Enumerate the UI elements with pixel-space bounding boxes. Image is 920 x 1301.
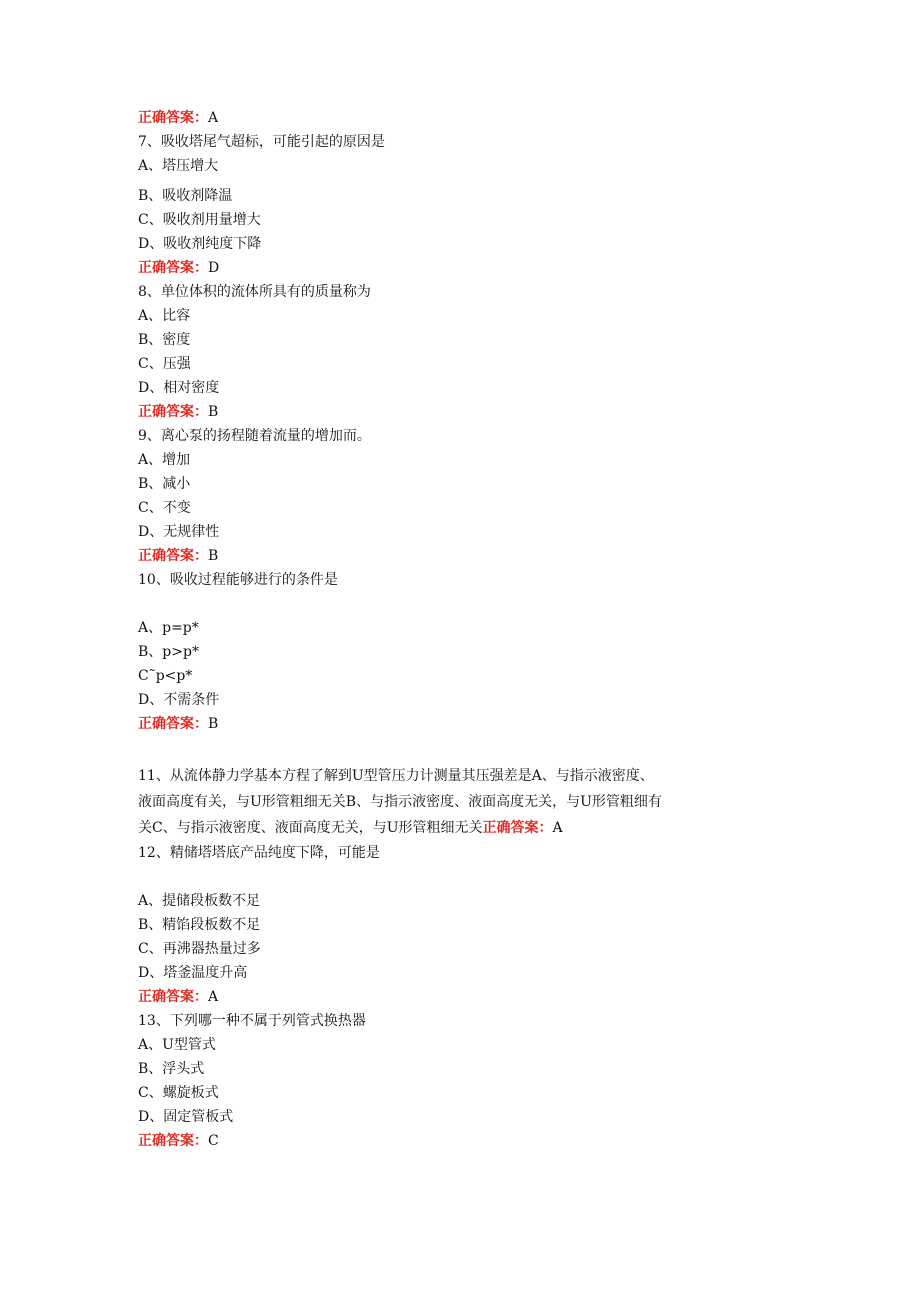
answer-label: 正确答案： (138, 404, 208, 420)
answer-label: 正确答案： (482, 820, 553, 836)
document-page (138, 106, 668, 1153)
option: A、提储段板数不足 (138, 893, 261, 909)
answer-line (138, 106, 668, 130)
answer-line (138, 256, 668, 280)
option: C、吸收剂用量增大 (138, 212, 261, 228)
spacer (138, 592, 668, 616)
answer-line (138, 712, 668, 736)
option: A、塔压增大 (138, 158, 219, 174)
answer-value: D (208, 260, 220, 276)
question-8: 8、单位体积的流体所具有的质量称为 (138, 284, 371, 300)
answer-line (138, 985, 668, 1009)
option: A、增加 (138, 452, 191, 468)
option: A、比容 (138, 308, 191, 324)
option: D、吸收剂纯度下降 (138, 236, 262, 252)
answer-value: A (208, 110, 219, 126)
answer-label: 正确答案： (138, 548, 208, 564)
answer-label: 正确答案： (138, 110, 208, 126)
spacer (138, 865, 668, 889)
question-10: 10、吸收过程能够进行的条件是 (138, 572, 338, 588)
answer-value: A (208, 989, 219, 1005)
option: B、精馅段板数不足 (138, 917, 261, 933)
answer-value: B (208, 404, 219, 420)
answer-line (138, 1129, 668, 1153)
option: C、再沸器热量过多 (138, 941, 261, 957)
answer-label: 正确答案： (138, 716, 208, 732)
answer-value: B (208, 716, 219, 732)
option: B、p>p* (138, 644, 199, 660)
option: D、不需条件 (138, 692, 220, 708)
option: C˜p<p* (138, 668, 193, 684)
option: C、压强 (138, 356, 191, 372)
option: A、U型管式 (138, 1037, 216, 1053)
question-11-text: 11、从流体静力学基本方程了解到U型管压力计测量其压强差是A、与指示液密度、液面高度有关，与U形管粗细无关B、与指示液密度、液面高度无关，与U形管粗细有关C、与指示液密度、液面高度无关，与U形管粗细无关 (138, 768, 662, 836)
answer-line (138, 400, 668, 424)
answer-value: C (208, 1133, 219, 1149)
question-7: 7、吸收塔尾气超标，可能引起的原因是 (138, 134, 385, 150)
answer-label: 正确答案： (138, 1133, 208, 1149)
option: B、浮头式 (138, 1061, 205, 1077)
option: B、吸收剂降温 (138, 188, 233, 204)
option: B、密度 (138, 332, 191, 348)
option: B、减小 (138, 476, 191, 492)
question-11 (138, 763, 663, 841)
option: D、固定管板式 (138, 1109, 234, 1125)
answer-value: B (208, 548, 219, 564)
question-9: 9、离心泵的扬程随着流量的增加而。 (138, 428, 371, 444)
question-13: 13、下列哪一种不属于列管式换热器 (138, 1013, 366, 1029)
answer-value: A (552, 820, 563, 836)
answer-label: 正确答案： (138, 989, 208, 1005)
option: A、p=p* (138, 620, 199, 636)
option: C、螺旋板式 (138, 1085, 219, 1101)
option: D、无规律性 (138, 524, 220, 540)
answer-label: 正确答案： (138, 260, 208, 276)
question-12: 12、精储塔塔底产品纯度下降，可能是 (138, 845, 380, 861)
option: C、不变 (138, 500, 191, 516)
spacer (138, 736, 668, 763)
option: D、相对密度 (138, 380, 220, 396)
option: D、塔釜温度升高 (138, 965, 248, 981)
answer-line (138, 544, 668, 568)
